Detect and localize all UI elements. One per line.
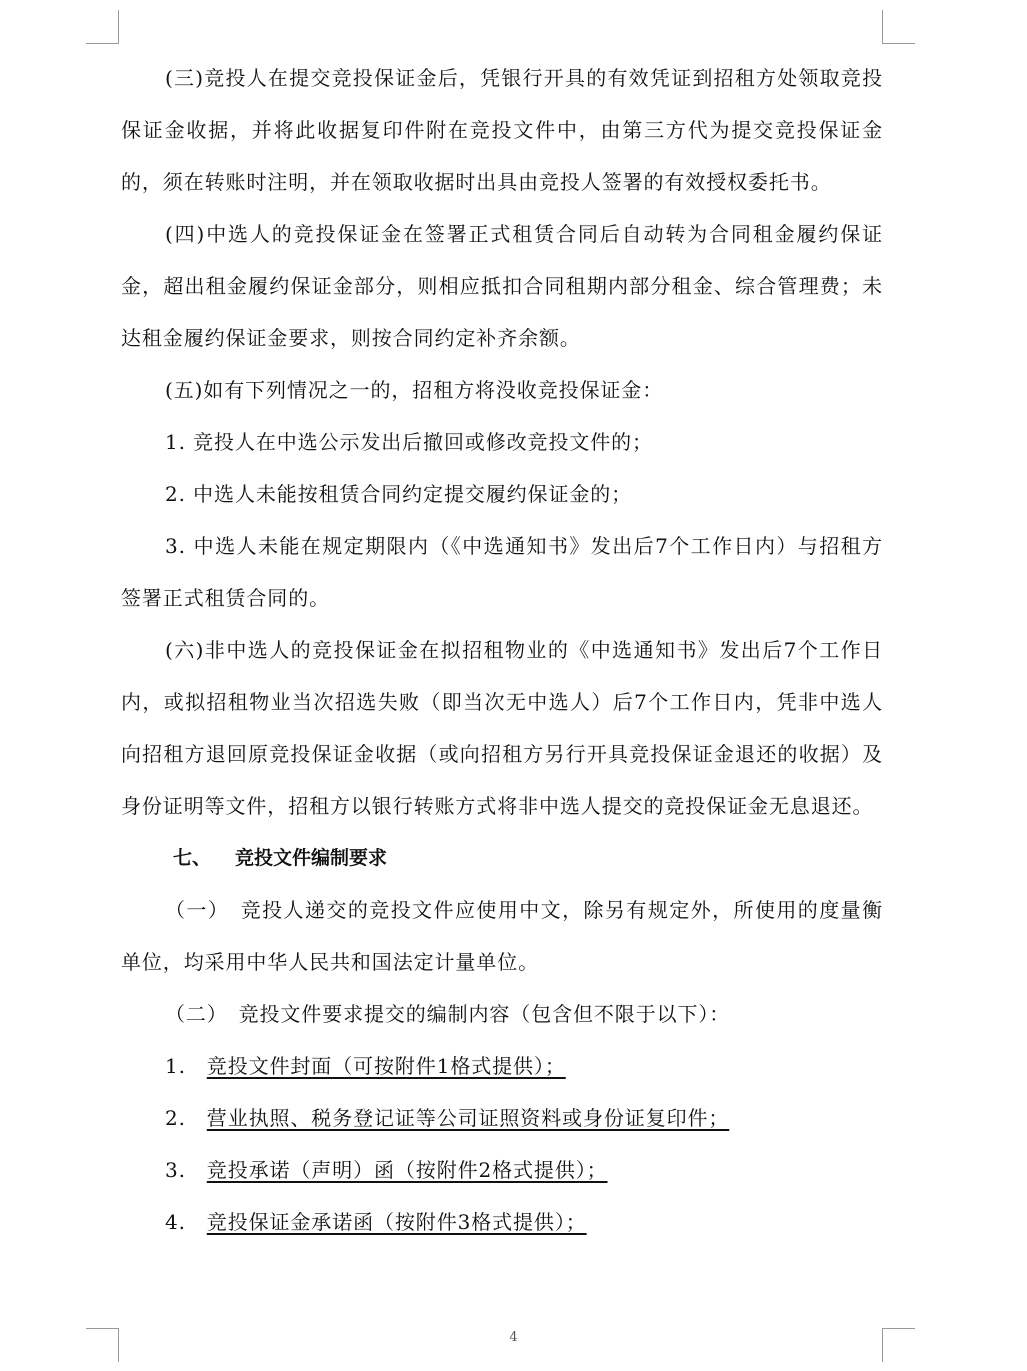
section-7-title: 竞投文件编制要求	[235, 847, 388, 869]
paragraph-3: (三)竞投人在提交竞投保证金后，凭银行开具的有效凭证到招租方处领取竞投保证金收据，并将此收据复印件附在竞投文件中，由第三方代为提交竞投保证金的，须在转账时注明，并在领取收据时出具由竞投人签署的有效授权委托书。	[121, 66, 883, 194]
paragraph-6: (六)非中选人的竞投保证金在拟招租物业的《中选通知书》发出后7个工作日内，或拟招租物业当次招选失败（即当次无中选人）后7个工作日内，凭非中选人向招租方退回原竞投保证金收据（或向招租方另行开具竞投保证金退还的收据）及身份证明等文件，招租方以银行转账方式将非中选人提交的竞投保证金无息退还。	[121, 638, 883, 818]
crop-mark-top-right-h	[882, 43, 915, 44]
paragraph-5: (五)如有下列情况之一的，招租方将没收竞投保证金：	[165, 378, 664, 402]
crop-mark-top-left-h	[86, 43, 119, 44]
paragraph-5-item-3: 3. 中选人未能在规定期限内（《中选通知书》发出后7个工作日内）与招租方签署正式租赁合同的。	[121, 534, 883, 610]
crop-mark-top-left-v	[118, 10, 119, 44]
crop-mark-bottom-right-h	[882, 1328, 915, 1329]
crop-mark-bottom-left-h	[86, 1328, 119, 1329]
paragraph-5-item-1: 1. 竞投人在中选公示发出后撤回或修改竞投文件的；	[165, 430, 653, 454]
list-item-text: 竞投保证金承诺函（按附件3格式提供）；	[206, 1210, 587, 1234]
list-item-text: 竞投承诺（声明）函（按附件2格式提供）；	[206, 1158, 608, 1182]
list-item-text: 竞投文件封面（可按附件1格式提供）；	[206, 1054, 566, 1078]
list-item	[121, 1040, 883, 1092]
section-7-number: 七、	[173, 847, 212, 869]
list-item-text: 营业执照、税务登记证等公司证照资料或身份证复印件；	[206, 1106, 730, 1130]
page-content	[121, 52, 883, 1248]
list-item	[121, 1144, 883, 1196]
section-7-item-2: （二） 竞投文件要求提交的编制内容（包含但不限于以下）：	[165, 1002, 731, 1026]
list-item	[121, 1196, 883, 1248]
crop-mark-top-right-v	[882, 10, 883, 44]
list-item-number: 4.	[165, 1210, 186, 1234]
list-item-number: 1.	[165, 1054, 186, 1078]
paragraph-5-item-2: 2. 中选人未能按租赁合同约定提交履约保证金的；	[165, 482, 633, 506]
list-item-number: 2.	[165, 1106, 186, 1130]
section-7-heading	[121, 832, 883, 884]
page-number: 4	[509, 1330, 518, 1345]
list-item	[121, 1092, 883, 1144]
paragraph-4: (四)中选人的竞投保证金在签署正式租赁合同后自动转为合同租金履约保证金，超出租金履约保证金部分，则相应抵扣合同租期内部分租金、综合管理费；未达租金履约保证金要求，则按合同约定补齐余额。	[121, 222, 883, 350]
section-7-item-1: （一） 竞投人递交的竞投文件应使用中文，除另有规定外，所使用的度量衡单位，均采用中华人民共和国法定计量单位。	[121, 898, 883, 974]
list-item-number: 3.	[165, 1158, 186, 1182]
